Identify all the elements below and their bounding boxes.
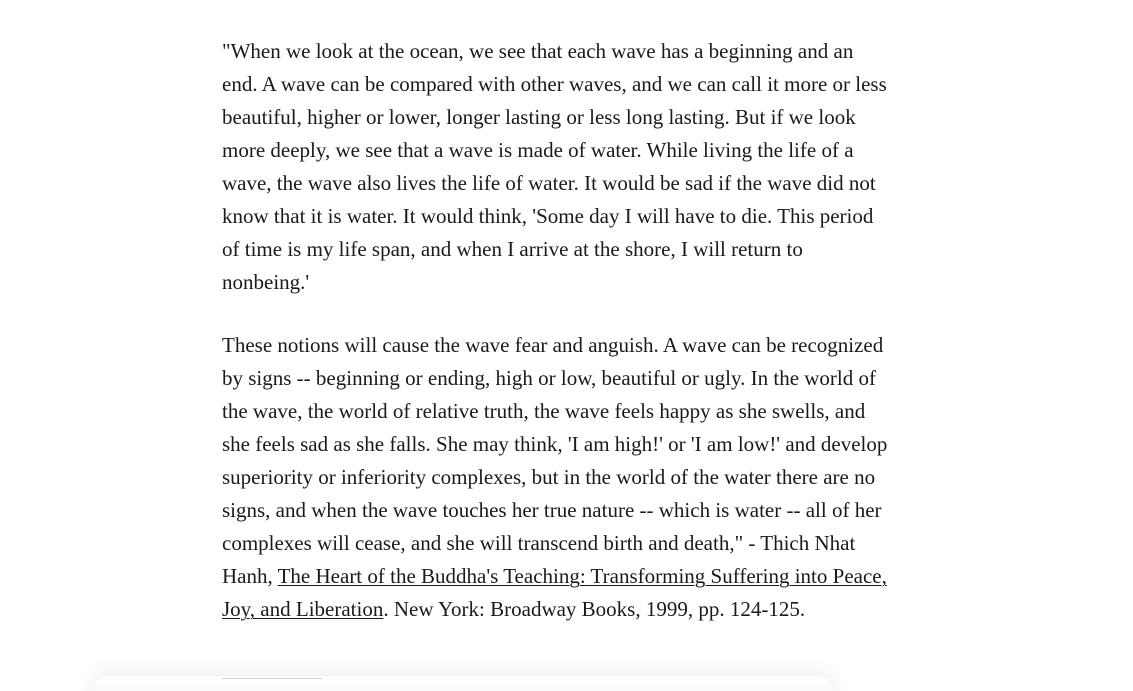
bottom-overlay-panel (90, 676, 835, 691)
article-body (222, 35, 894, 626)
quote-paragraph-2-text: These notions will cause the wave fear and anguish. A wave can be recognized by signs -- beginning or ending, high or low, beautiful or ugly. In the world of the wave, the world of relative truth, the wave feels happy as she swells, and she feels sad as she falls. She may think, 'I am high!' or 'I am low!' and develop superiority or inferiority complexes, but in the world of the water there are no signs, and when the wave touches her true nature -- which is water -- all of her complexes will cease, and she will transcend birth and death," - Thich Nhat Hanh, (222, 333, 888, 588)
quote-paragraph-2 (222, 329, 894, 626)
citation-details: . New York: Broadway Books, 1999, pp. 124-125. (383, 597, 806, 621)
book-title-link[interactable]: The Heart of the Buddha's Teaching: Transforming Suffering into Peace, Joy, and Liberation (222, 564, 887, 621)
quote-paragraph-1: "When we look at the ocean, we see that each wave has a beginning and an end. A wave can be compared with other waves, and we can call it more or less beautiful, higher or lower, longer lasting or less long lasting. But if we look more deeply, we see that a wave is made of water. While living the life of a wave, the wave also lives the life of water. It would be sad if the wave did not know that it is water. It would think, 'Some day I will have to die. This period of time is my life span, and when I arrive at the shore, I will return to nonbeing.' (222, 39, 887, 294)
